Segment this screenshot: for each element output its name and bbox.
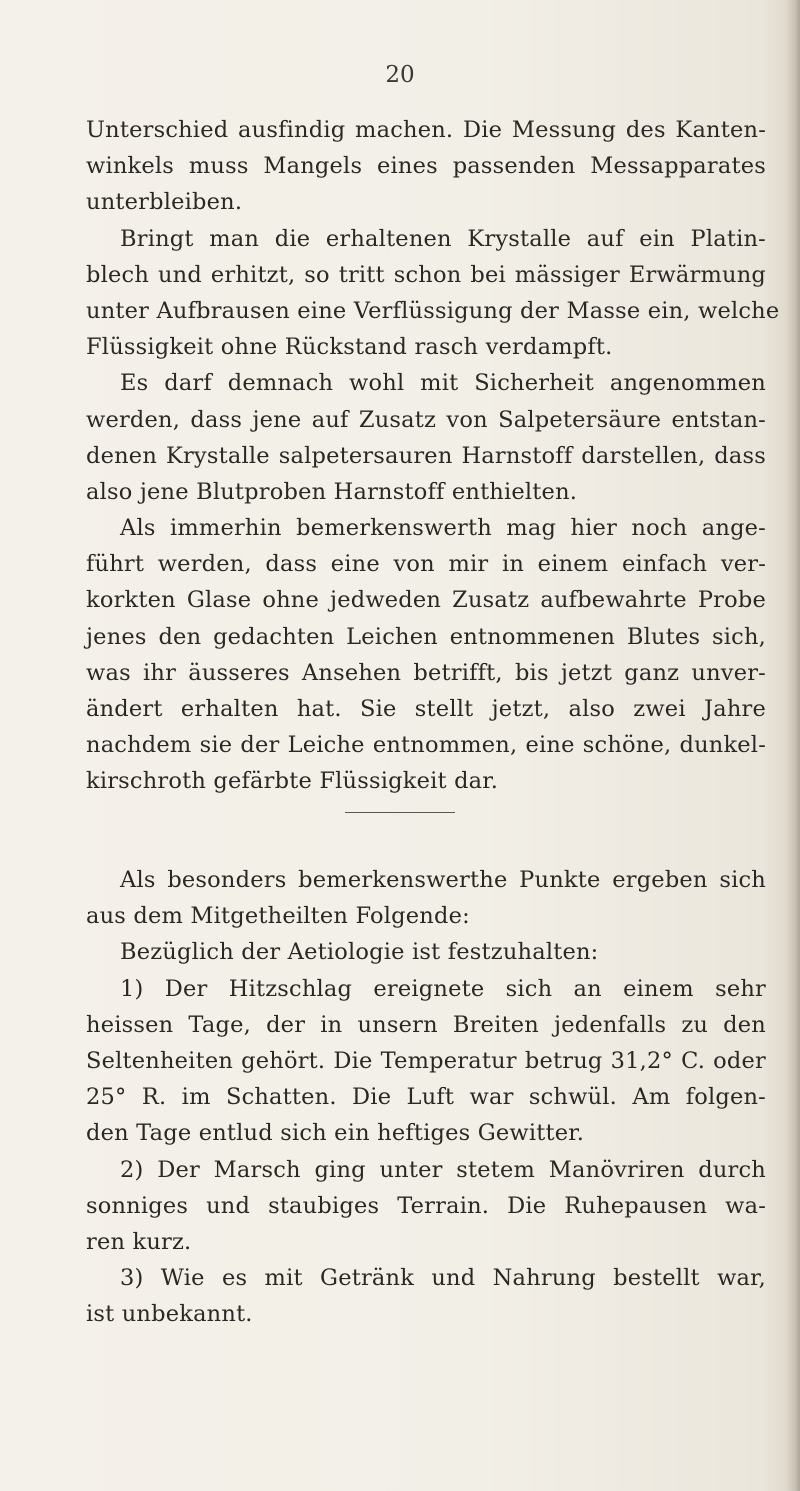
text-line: 2) Der Marsch ging unter stetem Manövriren durch [120, 1156, 766, 1183]
text-line: werden, dass jene auf Zusatz von Salpetersäure entstan- [86, 406, 766, 433]
text-line: also jene Blutproben Harnstoff enthielten. [86, 478, 578, 505]
text-line: Als immerhin bemerkenswerth mag hier noch ange- [120, 515, 766, 542]
text-line: Als besonders bemerkenswerthe Punkte ergeben sich [120, 867, 766, 893]
text-line: denen Krystalle salpetersauren Harnstoff darstellen, dass [86, 442, 766, 469]
text-line: Bringt man die erhaltenen Krystalle auf ein Platin- [120, 225, 766, 252]
section-divider [345, 812, 455, 813]
text-line: 25° R. im Schatten. Die Luft war schwül. Am folgen- [86, 1084, 766, 1111]
text-line: unter Aufbrausen eine Verflüssigung der Masse ein, welche [86, 297, 780, 324]
text-line: führt werden, dass eine von mir in einem einfach ver- [86, 551, 766, 578]
text-line: sonniges und staubiges Terrain. Die Ruhepausen wa- [86, 1192, 766, 1219]
text-line: korkten Glase ohne jedweden Zusatz aufbewahrte Probe [86, 587, 766, 614]
page-number: 20 [385, 62, 415, 88]
text-line: blech und erhitzt, so tritt schon bei mässiger Erwärmung [86, 261, 766, 288]
text-line: den Tage entlud sich ein heftiges Gewitter. [86, 1120, 585, 1147]
text-line: ist unbekannt. [86, 1301, 253, 1328]
text-line: ren kurz. [86, 1228, 192, 1255]
paragraph-block-top [86, 112, 780, 800]
text-line: aus dem Mitgetheilten Folgende: [86, 903, 470, 930]
text-line: Seltenheiten gehört. Die Temperatur betrug 31,2° C. oder [86, 1047, 766, 1074]
text-line: unterbleiben. [86, 189, 243, 216]
text-line: Unterschied ausfindig machen. Die Messung des Kanten- [86, 117, 766, 143]
text-line: Flüssigkeit ohne Rückstand rasch verdampft. [86, 334, 613, 361]
text-line: kirschroth gefärbte Flüssigkeit dar. [86, 768, 499, 795]
text-line: 1) Der Hitzschlag ereignete sich an einem sehr [120, 975, 766, 1002]
text-line: 3) Wie es mit Getränk und Nahrung bestellt war, [120, 1265, 766, 1292]
text-line: jenes den gedachten Leichen entnommenen Blutes sich, [86, 623, 766, 650]
text-line: heissen Tage, der in unsern Breiten jedenfalls zu den [86, 1011, 766, 1038]
paragraph-block-bottom [86, 862, 766, 1332]
text-line: Bezüglich der Aetiologie ist festzuhalten: [120, 939, 599, 966]
text-line: Es darf demnach wohl mit Sicherheit angenommen [120, 370, 766, 397]
text-line: nachdem sie der Leiche entnommen, eine schöne, dunkel- [86, 732, 766, 759]
text-line: was ihr äusseres Ansehen betrifft, bis jetzt ganz unver- [86, 659, 766, 686]
text-line: ändert erhalten hat. Sie stellt jetzt, also zwei Jahre [86, 696, 766, 722]
page-edge-shadow [786, 0, 800, 1491]
text-line: winkels muss Mangels eines passenden Messapparates [86, 153, 766, 180]
